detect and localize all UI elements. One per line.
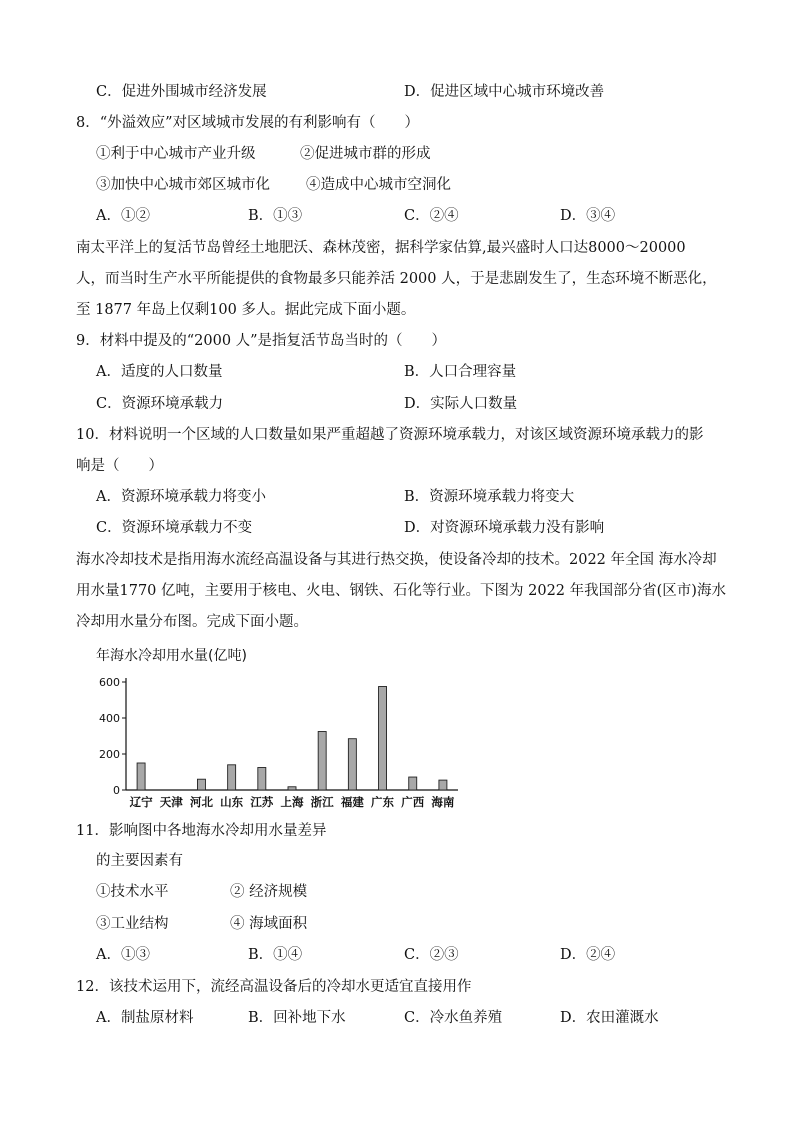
q9-option-d: D．实际人口数量 (404, 396, 518, 412)
q11-item-1: ①技术水平 (96, 884, 169, 900)
q9-option-b: B．人口合理容量 (404, 364, 517, 380)
q8-option-c: C．②④ (404, 208, 459, 224)
q11-stem-line-2: 的主要因素有 (96, 853, 183, 869)
bar-10 (439, 780, 447, 790)
q12-option-d: D．农田灌溉水 (560, 1010, 659, 1026)
bar-8 (379, 687, 387, 791)
passage2-line-1: 海水冷却技术是指用海水流经高温设备与其进行热交换，使设备冷却的技术。2022 年全国 海水冷却 (76, 552, 717, 568)
q12-stem: 12．该技术运用下，流经高温设备后的冷却水更适宜直接用作 (76, 979, 472, 995)
q12-option-b: B．回补地下水 (248, 1010, 346, 1026)
q8-stem: 8．“外溢效应”对区域城市发展的有利影响有（ ） (76, 115, 420, 131)
q10-stem-line-2: 响是（ ） (76, 458, 163, 474)
passage1-line-2: 人，而当时生产水平所能提供的食物最多只能养活 2000 人，于是悲剧发生了，生态环境不断恶化， (76, 271, 717, 287)
passage1-line-1: 南太平洋上的复活节岛曾经土地肥沃、森林茂密，据科学家估算,最兴盛时人口达8000～20000 (76, 240, 686, 256)
passage2-line-3: 冷却用水量分布图。完成下面小题。 (76, 614, 308, 630)
q9-option-a: A．适度的人口数量 (96, 364, 223, 380)
q9-option-c: C．资源环境承载力 (96, 396, 224, 412)
bar-9 (409, 777, 417, 790)
y-tick-label: 400 (99, 712, 120, 725)
q8-option-b: B．①③ (248, 208, 303, 224)
bar-7 (348, 739, 356, 790)
category-label: 河北 (189, 795, 213, 809)
category-label: 天津 (159, 795, 183, 809)
bar-2 (197, 779, 205, 790)
bar-6 (318, 732, 326, 791)
q10-option-c: C．资源环境承载力不变 (96, 520, 253, 536)
q11-option-c: C．②③ (404, 947, 459, 963)
category-label: 广东 (371, 795, 395, 809)
q8-option-a: A．①② (96, 208, 150, 224)
q12-option-c: C．冷水鱼养殖 (404, 1010, 503, 1026)
q11-option-b: B．①④ (248, 947, 303, 963)
q7-option-c: C．促进外围城市经济发展 (96, 84, 267, 100)
q12-option-a: A．制盐原材料 (96, 1010, 194, 1026)
y-tick-label: 200 (99, 748, 120, 761)
bar-5 (288, 787, 296, 790)
q10-option-d: D．对资源环境承载力没有影响 (404, 520, 605, 536)
category-label: 海南 (431, 795, 455, 809)
q11-item-4: ④ 海域面积 (230, 916, 308, 932)
category-label: 江苏 (250, 795, 274, 809)
q11-option-a: A．①③ (96, 947, 150, 963)
q10-option-a: A．资源环境承载力将变小 (96, 489, 266, 505)
q7-option-d: D．促进区域中心城市环境改善 (404, 84, 605, 100)
q8-item-2: ②促进城市群的形成 (300, 146, 431, 162)
category-label: 山东 (220, 795, 244, 809)
q9-stem: 9．材料中提及的“2000 人”是指复活节岛当时的（ ） (76, 333, 447, 349)
q11-item-3: ③工业结构 (96, 916, 169, 932)
q10-option-b: B．资源环境承载力将变大 (404, 489, 575, 505)
passage1-line-3: 至 1877 年岛上仅剩100 多人。据此完成下面小题。 (76, 302, 416, 318)
q11-item-2: ② 经济规模 (230, 884, 308, 900)
category-label: 广西 (401, 795, 425, 809)
q8-option-d: D．③④ (560, 208, 616, 224)
bar-3 (228, 765, 236, 790)
passage2-line-2: 用水量1770 亿吨，主要用于核电、火电、钢铁、石化等行业。下图为 2022 年我国部分省(区市)海水 (76, 583, 726, 599)
category-label: 上海 (280, 795, 304, 809)
bar-4 (258, 768, 266, 791)
q8-item-1: ①利于中心城市产业升级 (96, 146, 256, 162)
y-tick-label: 0 (113, 784, 120, 797)
q8-item-4: ④造成中心城市空洞化 (306, 177, 451, 193)
category-label: 浙江 (310, 795, 334, 809)
q11-option-d: D．②④ (560, 947, 616, 963)
q10-stem-line-1: 10．材料说明一个区域的人口数量如果严重超越了资源环境承载力，对该区域资源环境承载力的影 (76, 427, 704, 443)
y-tick-label: 600 (99, 676, 120, 689)
q8-item-3: ③加快中心城市郊区城市化 (96, 177, 270, 193)
category-label: 辽宁 (129, 795, 153, 809)
bar-0 (137, 763, 145, 790)
q11-stem-line-1: 11．影响图中各地海水冷却用水量差异 (76, 823, 327, 839)
category-label: 福建 (340, 795, 364, 809)
bar-chart (90, 672, 470, 812)
chart-title: 年海水冷却用水量(亿吨) (96, 648, 247, 664)
